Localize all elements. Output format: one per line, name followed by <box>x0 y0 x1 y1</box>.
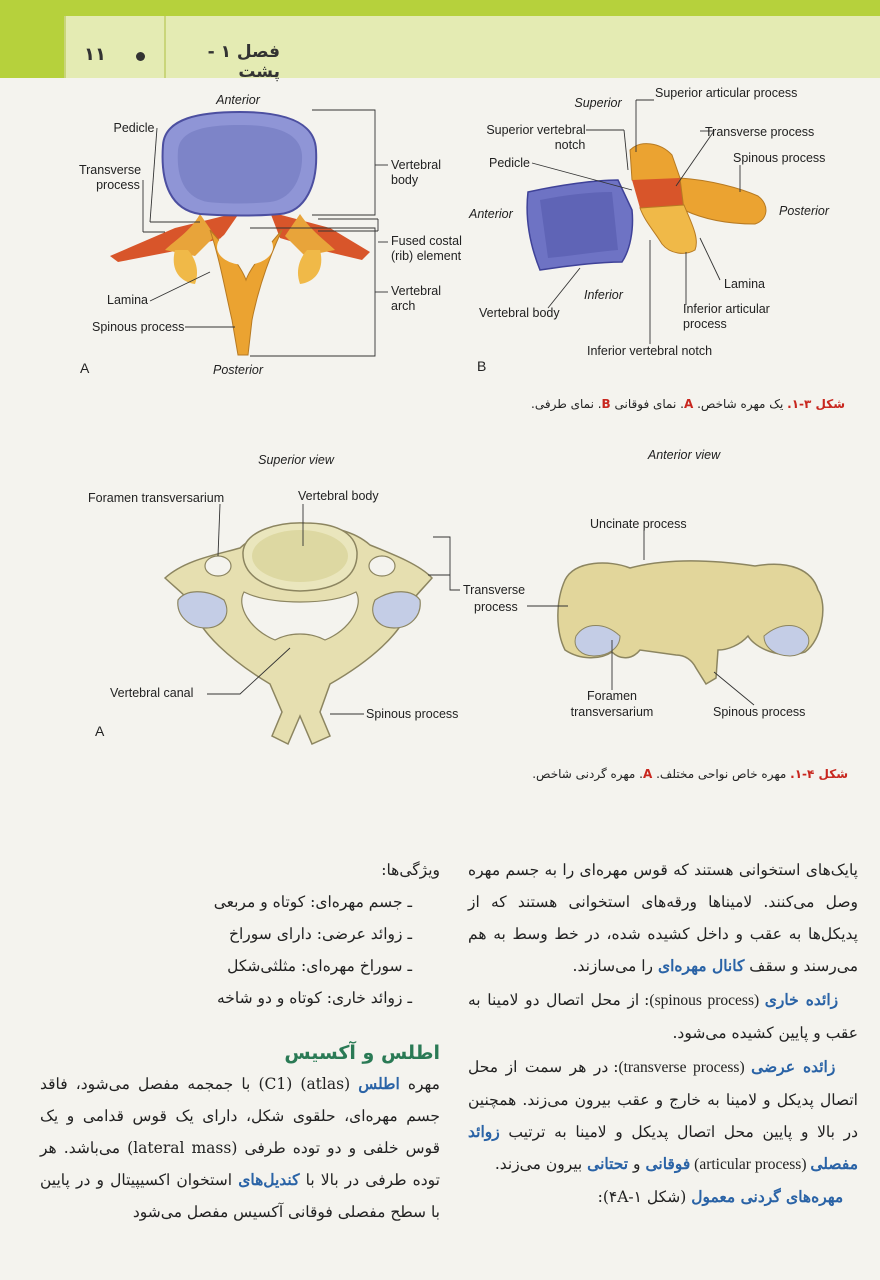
label-superior-vertebral-notch-l1: Superior vertebral <box>486 123 586 137</box>
label-spinous-process-b: Spinous process <box>733 151 826 165</box>
term-articular-processes: زوائد مفصلی <box>468 1122 858 1173</box>
leader-body-b <box>548 268 580 308</box>
label-inferior-vertebral-notch: Inferior vertebral notch <box>587 344 713 358</box>
figure2-caption-a: A <box>643 767 653 781</box>
label-vertebral-arch-l2: arch <box>391 299 416 313</box>
panel-letter-fig2-a: A <box>95 723 105 739</box>
term-condyles: کندیل‌های <box>238 1170 300 1189</box>
features-list <box>40 886 440 1014</box>
feature-item: ـ زوائد عرضی: دارای سوراخ <box>228 925 412 943</box>
term-superior: فوقانی <box>645 1154 691 1173</box>
figure2-caption-number: شکل ۴-۱. <box>790 767 848 781</box>
label-pedicle-a: Pedicle <box>113 121 155 135</box>
label-vertebral-body-a-l2: body <box>391 173 419 187</box>
label-anterior-view: Anterior view <box>647 448 721 462</box>
label-spinous-process-fig2a: Spinous process <box>366 707 459 721</box>
label-vertebral-arch-l1: Vertebral <box>391 284 442 298</box>
term-inferior: تحتانی <box>587 1154 629 1173</box>
label-foramen-transversarium-a: Foramen transversarium <box>88 491 225 505</box>
paragraph-typical-cervical <box>468 1181 858 1213</box>
leader-sup-notch-b2 <box>624 130 628 170</box>
label-transverse-process-b: Transverse process <box>705 125 815 139</box>
term-atlas: اطلس <box>358 1074 400 1093</box>
term-spinous-process: زائده خاری <box>764 990 839 1009</box>
figures-illustration <box>0 80 880 800</box>
label-foramen-b-l2: transversarium <box>570 705 654 719</box>
label-inferior-b: Inferior <box>584 288 623 302</box>
label-superior-b: Superior <box>574 96 622 110</box>
panel-letter-a: A <box>80 360 90 376</box>
label-transverse-process-fig2-l1: Transverse <box>463 583 526 597</box>
p3-text: : در هر سمت از محل اتصال پدیکل و لامینا به خارج و عقب بیرون می‌زند. همچنین در بالا و پایین محل اتصال پدیکل و لامینا به ترتیب <box>468 1058 858 1141</box>
p3-and: و <box>628 1155 646 1173</box>
header-divider <box>164 16 166 78</box>
term-transverse-process: زائده عرضی <box>751 1057 836 1076</box>
p2-latin: (spinous process) <box>649 992 765 1009</box>
header-dot-icon <box>136 52 145 61</box>
feature-item: ـ زوائد خاری: کوتاه و دو شاخه <box>217 989 412 1007</box>
label-posterior-a: Posterior <box>212 363 264 377</box>
p3-latin2: (articular process) <box>690 1156 811 1173</box>
section-heading-atlas-axis: اطلس و آکسیس <box>284 1042 440 1064</box>
figure1-caption-text3: . نمای طرفی. <box>531 397 602 411</box>
figure1-caption <box>470 397 845 411</box>
label-anterior-b: Anterior <box>469 207 513 221</box>
term-vertebral-canal: کانال مهره‌ای <box>657 956 745 975</box>
label-pedicle-b: Pedicle <box>489 156 530 170</box>
leader-pedicle-a <box>150 128 157 222</box>
label-superior-vertebral-notch-l2: notch <box>554 138 586 152</box>
page-number: ۱۱ <box>84 44 106 65</box>
label-lamina-a: Lamina <box>107 293 148 307</box>
label-vertebral-body-a-l1: Vertebral <box>391 158 442 172</box>
figure2-caption-text1: مهره خاص نواحی مختلف. <box>652 767 791 781</box>
label-fused-costal-l2: (rib) element <box>391 249 462 263</box>
bracket-vertebral-body <box>312 110 375 215</box>
label-vertebral-canal: Vertebral canal <box>110 686 194 700</box>
paragraph-transverse-process <box>468 1051 858 1181</box>
label-transverse-process-fig2-l2: process <box>474 600 518 614</box>
top-color-band <box>0 0 880 16</box>
figure1-caption-text1: یک مهره شاخص. <box>693 397 788 411</box>
fig1-panel-b-drawing <box>527 144 766 270</box>
chapter-label: فصل ۱ - پشت <box>207 42 280 82</box>
label-posterior-b: Posterior <box>779 204 830 218</box>
label-transverse-process-a-l2: process <box>96 178 140 192</box>
label-inferior-articular-process-l2: process <box>683 317 727 331</box>
label-spinous-process-a: Spinous process <box>92 320 185 334</box>
atlas-p-start: مهره <box>399 1075 440 1093</box>
figure2-caption-text2: . مهره گردنی شاخص. <box>532 767 643 781</box>
figure1-caption-a: A <box>683 397 694 411</box>
p4-text: (شکل ۴A-۱): <box>597 1188 692 1206</box>
figure1-caption-b: B <box>601 397 611 411</box>
p3-latin: (transverse process) <box>618 1059 752 1076</box>
label-anterior-a: Anterior <box>216 93 260 107</box>
label-vertebral-body-fig2: Vertebral body <box>298 489 379 503</box>
label-transverse-process-a-l1: Transverse <box>78 163 142 177</box>
atlas-p-text1: (atlas) (C1) با جمجمه مفصل می‌شود، فاقد جسم مهره‌ای، حلقوی شکل، دارای یک قوس قدامی و یک قوس خلفی و دو توده طرفی (lateral mass) می‌باشد. هر توده طرفی در بالا با <box>40 1075 441 1189</box>
atlas-p-text2: استخوان اکسیپیتال و در پایین با سطح مفصلی فوقانی آکسیس مفصل می‌شود <box>40 1171 440 1221</box>
label-uncinate-process: Uncinate process <box>590 517 687 531</box>
term-typical-cervical: مهره‌های گردنی معمول <box>691 1187 844 1206</box>
figure1-caption-text2: . نمای فوقانی <box>610 397 684 411</box>
left-text-column <box>40 854 440 1228</box>
right-text-column <box>468 854 858 1213</box>
paragraph-pedicles-laminae <box>468 854 858 982</box>
left-color-tab <box>0 0 64 78</box>
panel-letter-b: B <box>477 358 487 374</box>
figure2-caption <box>470 767 848 781</box>
leader-spinous-fig2b <box>714 672 754 705</box>
label-vertebral-body-b: Vertebral body <box>479 306 560 320</box>
figure1-caption-number: شکل ۳-۱. <box>787 397 845 411</box>
fig1-panel-a-drawing <box>110 112 370 355</box>
feature-item: ـ جسم مهره‌ای: کوتاه و مربعی <box>213 893 412 911</box>
p2-text: : از محل اتصال دو لامینا به عقب و پایین کشیده می‌شود. <box>468 991 858 1042</box>
fig2-panel-b-drawing <box>558 561 823 684</box>
leader-transverse-fig2 <box>433 537 460 590</box>
label-superior-view: Superior view <box>258 453 334 467</box>
p3-end: بیرون می‌زند. <box>494 1155 588 1173</box>
label-inferior-articular-process-l1: Inferior articular <box>683 302 770 316</box>
p1-end: را می‌سازند. <box>572 957 658 975</box>
label-fused-costal-l1: Fused costal <box>391 234 462 248</box>
features-title: ویژگی‌ها: <box>381 861 440 879</box>
feature-item: ـ سوراخ مهره‌ای: مثلثی‌شکل <box>227 957 412 975</box>
label-lamina-b: Lamina <box>724 277 765 291</box>
leader-foramen-a <box>218 504 220 556</box>
leader-tp-b2 <box>676 131 714 186</box>
label-superior-articular-process: Superior articular process <box>655 86 798 100</box>
label-spinous-process-fig2b: Spinous process <box>713 705 806 719</box>
paragraph-spinous-process <box>468 984 858 1049</box>
p1-text: پایک‌های استخوانی هستند که قوس مهره‌ای را به جسم مهره وصل می‌کنند. لامیناها ورقه‌های استخوانی هستند که از پدیکل‌ها به عقب و داخل کشیده شده، در خط وسط به هم می‌رسند و سقف <box>468 861 858 975</box>
paragraph-atlas <box>40 1068 440 1228</box>
leader-lamina-b <box>700 238 720 280</box>
label-foramen-b-l1: Foramen <box>586 689 638 703</box>
